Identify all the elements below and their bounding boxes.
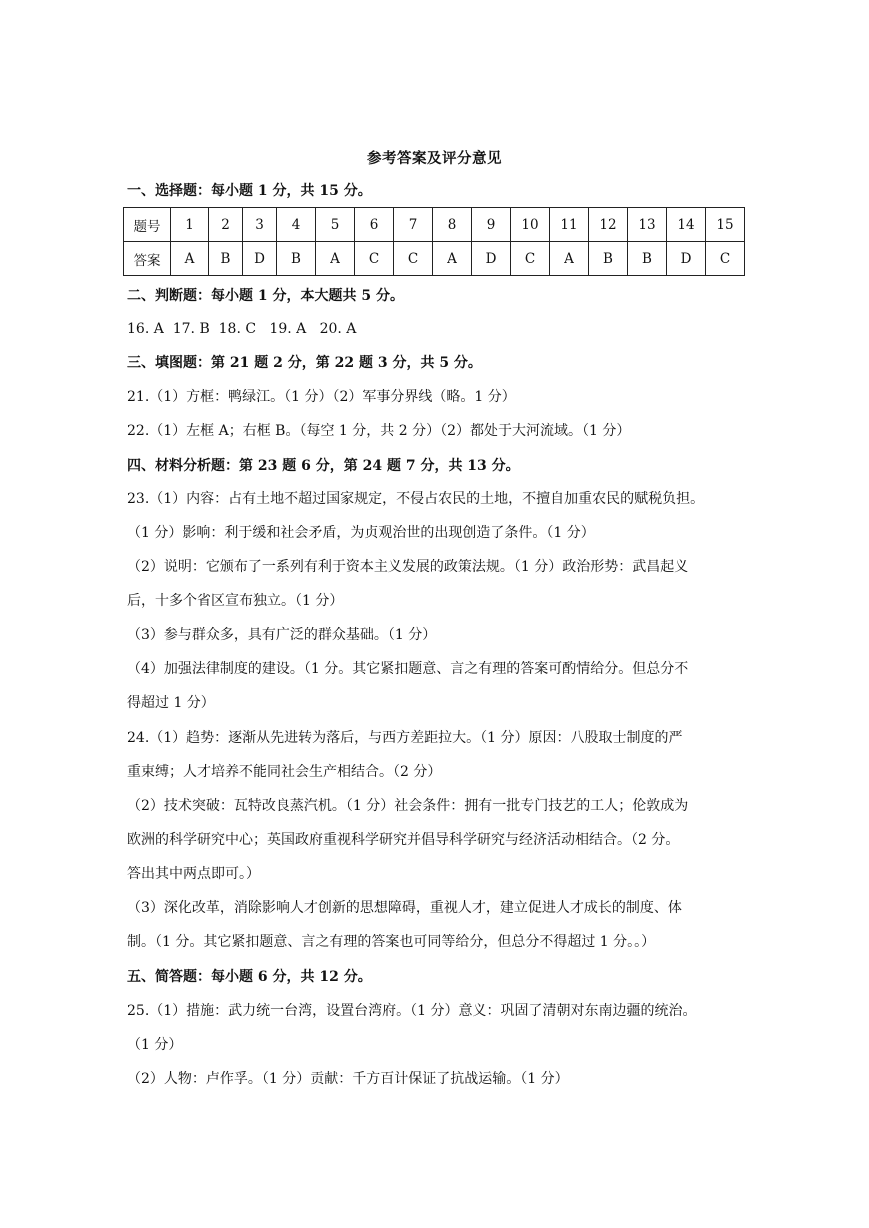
question-number-cell: 10 — [511, 208, 550, 242]
section-5-heading: 五、简答题：每小题 6 分，共 12 分。 — [127, 969, 372, 985]
answer-cell: D — [667, 242, 706, 276]
answer-line: （2）说明：它颁布了一系列有利于资本主义发展的政策法规。（1 分）政治形势：武昌起义 — [127, 559, 689, 575]
question-22-answer: 22.（1）左框 A；右框 B。（每空 1 分，共 2 分）（2）都处于大河流域。（1 分） — [127, 423, 631, 439]
section-1-heading: 一、选择题：每小题 1 分，共 15 分。 — [127, 183, 372, 199]
answer-line: （2）人物：卢作孚。（1 分）贡献：千方百计保证了抗战运输。（1 分） — [127, 1071, 569, 1087]
answer-line: （2）技术突破：瓦特改良蒸汽机。（1 分）社会条件：拥有一批专门技艺的工人；伦敦成为 — [127, 798, 689, 814]
answer-cell: B — [209, 242, 243, 276]
answer-line: 制。（1 分。其它紧扣题意、言之有理的答案也可同等给分，但总分不得超过 1 分。。） — [127, 934, 656, 950]
question-number-cell: 14 — [667, 208, 706, 242]
answer-cell: A — [550, 242, 589, 276]
answer-cell: B — [628, 242, 667, 276]
question-number-cell: 1 — [171, 208, 209, 242]
answer-cell: C — [706, 242, 745, 276]
answer-cell: A — [171, 242, 209, 276]
answer-line: 后，十多个省区宣布独立。（1 分） — [127, 593, 344, 609]
answer-cell: B — [589, 242, 628, 276]
row-label-question-number: 题号 — [124, 208, 171, 242]
section-2-heading: 二、判断题：每小题 1 分，本大题共 5 分。 — [127, 288, 404, 304]
answer-cell: C — [394, 242, 433, 276]
question-number-cell: 6 — [355, 208, 394, 242]
page-title: 参考答案及评分意见 — [367, 150, 502, 167]
question-number-row — [124, 208, 745, 242]
question-number-cell: 5 — [316, 208, 355, 242]
question-number-cell: 13 — [628, 208, 667, 242]
question-number-cell: 7 — [394, 208, 433, 242]
answer-line: 25.（1）措施：武力统一台湾，设置台湾府。（1 分）意义：巩固了清朝对东南边疆的统治。 — [127, 1003, 697, 1019]
question-number-cell: 9 — [472, 208, 511, 242]
question-number-cell: 4 — [277, 208, 316, 242]
answer-cell: D — [472, 242, 511, 276]
answer-cell: A — [316, 242, 355, 276]
answer-line: （3）深化改革，消除影响人才创新的思想障碍，重视人才，建立促进人才成长的制度、体 — [127, 900, 682, 916]
answer-cell: D — [243, 242, 277, 276]
question-number-cell: 3 — [243, 208, 277, 242]
answer-line: （1 分）影响：利于缓和社会矛盾，为贞观治世的出现创造了条件。（1 分） — [127, 525, 595, 541]
answer-line: （4）加强法律制度的建设。（1 分。其它紧扣题意、言之有理的答案可酌情给分。但总分不 — [127, 661, 689, 677]
answer-line: 23.（1）内容：占有土地不超过国家规定，不侵占农民的土地，不擅自加重农民的赋税负担。 — [127, 491, 705, 507]
section-2-answers: 16. A 17. B 18. C 19. A 20. A — [127, 321, 357, 337]
answer-row — [124, 242, 745, 276]
question-number-cell: 11 — [550, 208, 589, 242]
answer-line: 答出其中两点即可。） — [127, 866, 260, 882]
answer-cell: C — [355, 242, 394, 276]
answer-cell: B — [277, 242, 316, 276]
question-number-cell: 8 — [433, 208, 472, 242]
question-number-cell: 15 — [706, 208, 745, 242]
answer-line: 欧洲的科学研究中心；英国政府重视科学研究并倡导科学研究与经济活动相结合。（2 分。 — [127, 832, 680, 848]
row-label-answer: 答案 — [124, 242, 171, 276]
answer-cell: A — [433, 242, 472, 276]
section-4-heading: 四、材料分析题：第 23 题 6 分，第 24 题 7 分，共 13 分。 — [127, 458, 520, 474]
answer-line: 重束缚；人才培养不能同社会生产相结合。（2 分） — [127, 764, 442, 780]
answer-line: （1 分） — [127, 1037, 183, 1053]
answer-line: （3）参与群众多，具有广泛的群众基础。（1 分） — [127, 627, 437, 643]
question-21-answer: 21.（1）方框：鸭绿江。（1 分）（2）军事分界线（略。1 分） — [127, 389, 516, 405]
section-3-heading: 三、填图题：第 21 题 2 分，第 22 题 3 分，共 5 分。 — [127, 355, 482, 371]
answer-cell: C — [511, 242, 550, 276]
question-number-cell: 2 — [209, 208, 243, 242]
answer-line: 24.（1）趋势：逐渐从先进转为落后，与西方差距拉大。（1 分）原因：八股取士制度的严 — [127, 730, 683, 746]
answer-line: 得超过 1 分） — [127, 695, 215, 711]
question-number-cell: 12 — [589, 208, 628, 242]
answer-table — [123, 207, 745, 276]
